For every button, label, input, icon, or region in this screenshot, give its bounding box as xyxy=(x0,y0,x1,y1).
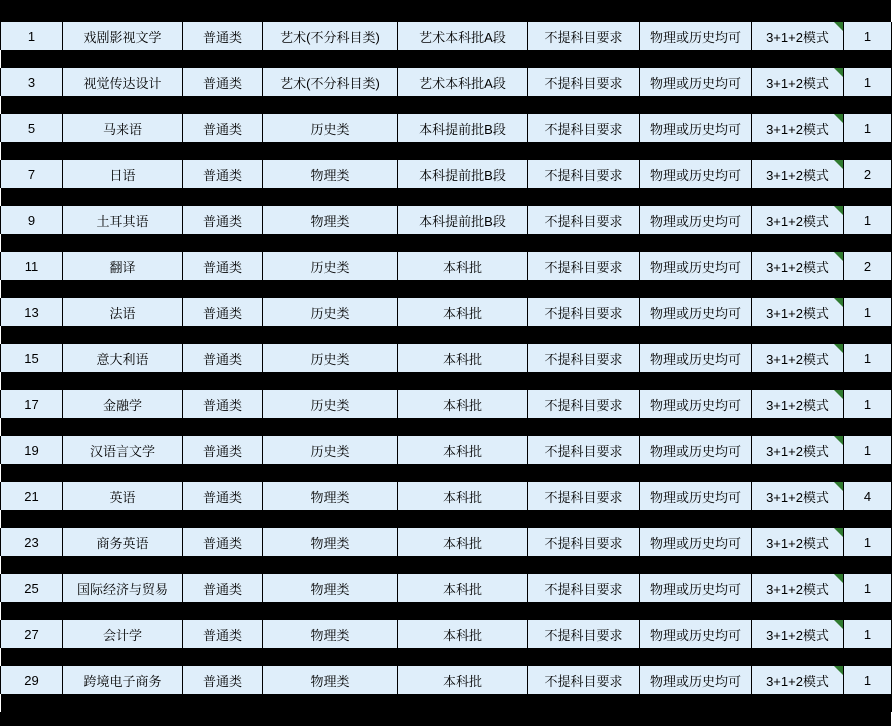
table-row[interactable] xyxy=(1,574,892,602)
table-row[interactable] xyxy=(1,160,892,188)
cell-requirement[interactable]: 不提科目要求 xyxy=(528,620,640,648)
row-separator-band xyxy=(1,556,892,574)
row-separator-cell xyxy=(1,234,892,252)
row-separator-band xyxy=(1,464,892,482)
cell-type[interactable]: 普通类 xyxy=(183,298,263,326)
cell-count[interactable]: 1 xyxy=(844,620,892,648)
row-separator-cell xyxy=(1,648,892,666)
cell-type[interactable]: 普通类 xyxy=(183,574,263,602)
row-separator-band xyxy=(1,372,892,390)
cell-major[interactable]: 意大利语 xyxy=(63,344,183,372)
cell-count[interactable]: 1 xyxy=(844,436,892,464)
cell-id[interactable]: 1 xyxy=(1,22,63,50)
cell-mode[interactable]: 3+1+2模式 xyxy=(752,528,844,556)
cell-mode[interactable]: 3+1+2模式 xyxy=(752,68,844,96)
cell-batch[interactable]: 艺术本科批A段 xyxy=(398,22,528,50)
row-separator-cell xyxy=(1,142,892,160)
cell-major[interactable]: 戏剧影视文学 xyxy=(63,22,183,50)
cell-major[interactable]: 汉语言文学 xyxy=(63,436,183,464)
cell-mode[interactable]: 3+1+2模式 xyxy=(752,620,844,648)
cell-subject[interactable]: 物理或历史均可 xyxy=(640,390,752,418)
cell-id[interactable]: 13 xyxy=(1,298,63,326)
cell-count[interactable]: 4 xyxy=(844,482,892,510)
cell-type[interactable]: 普通类 xyxy=(183,252,263,280)
cell-count[interactable]: 1 xyxy=(844,114,892,142)
cell-id[interactable]: 25 xyxy=(1,574,63,602)
cell-batch[interactable]: 本科批 xyxy=(398,574,528,602)
cell-batch[interactable]: 本科批 xyxy=(398,252,528,280)
table-row[interactable] xyxy=(1,436,892,464)
cell-batch[interactable]: 本科批 xyxy=(398,390,528,418)
cell-category[interactable]: 艺术(不分科目类) xyxy=(263,68,398,96)
row-separator-band xyxy=(1,142,892,160)
cell-mode[interactable]: 3+1+2模式 xyxy=(752,252,844,280)
cell-requirement[interactable]: 不提科目要求 xyxy=(528,666,640,694)
cell-subject[interactable]: 物理或历史均可 xyxy=(640,252,752,280)
table-row[interactable] xyxy=(1,482,892,510)
cell-type[interactable]: 普通类 xyxy=(183,344,263,372)
cell-category[interactable]: 物理类 xyxy=(263,666,398,694)
cell-batch[interactable]: 本科批 xyxy=(398,620,528,648)
cell-subject[interactable]: 物理或历史均可 xyxy=(640,436,752,464)
row-separator-cell xyxy=(1,556,892,574)
cell-major[interactable]: 日语 xyxy=(63,160,183,188)
cell-mode[interactable]: 3+1+2模式 xyxy=(752,114,844,142)
cell-id[interactable]: 29 xyxy=(1,666,63,694)
cell-subject[interactable]: 物理或历史均可 xyxy=(640,482,752,510)
cell-subject[interactable]: 物理或历史均可 xyxy=(640,160,752,188)
cell-requirement[interactable]: 不提科目要求 xyxy=(528,206,640,234)
cell-requirement[interactable]: 不提科目要求 xyxy=(528,390,640,418)
cell-count[interactable]: 1 xyxy=(844,528,892,556)
table-row[interactable] xyxy=(1,666,892,694)
cell-requirement[interactable]: 不提科目要求 xyxy=(528,482,640,510)
cell-major[interactable]: 法语 xyxy=(63,298,183,326)
row-separator-band xyxy=(1,96,892,114)
cell-batch[interactable]: 本科提前批B段 xyxy=(398,206,528,234)
cell-id[interactable]: 17 xyxy=(1,390,63,418)
cell-requirement[interactable]: 不提科目要求 xyxy=(528,298,640,326)
cell-category[interactable]: 物理类 xyxy=(263,528,398,556)
table-row[interactable] xyxy=(1,114,892,142)
cell-id[interactable]: 23 xyxy=(1,528,63,556)
cell-mode[interactable]: 3+1+2模式 xyxy=(752,574,844,602)
cell-count[interactable]: 1 xyxy=(844,206,892,234)
cell-major[interactable]: 会计学 xyxy=(63,620,183,648)
cell-count[interactable]: 1 xyxy=(844,390,892,418)
cell-category[interactable]: 历史类 xyxy=(263,436,398,464)
cell-batch[interactable]: 本科提前批B段 xyxy=(398,160,528,188)
cell-major[interactable]: 视觉传达设计 xyxy=(63,68,183,96)
row-separator-band xyxy=(1,510,892,528)
cell-type[interactable]: 普通类 xyxy=(183,114,263,142)
cell-requirement[interactable]: 不提科目要求 xyxy=(528,436,640,464)
cell-type[interactable]: 普通类 xyxy=(183,22,263,50)
cell-major[interactable]: 土耳其语 xyxy=(63,206,183,234)
cell-count[interactable]: 1 xyxy=(844,574,892,602)
row-separator-band xyxy=(1,234,892,252)
cell-count[interactable]: 1 xyxy=(844,666,892,694)
cell-mode[interactable]: 3+1+2模式 xyxy=(752,160,844,188)
cell-id[interactable]: 27 xyxy=(1,620,63,648)
cell-category[interactable]: 物理类 xyxy=(263,574,398,602)
cell-subject[interactable]: 物理或历史均可 xyxy=(640,298,752,326)
cell-count[interactable]: 1 xyxy=(844,298,892,326)
cell-mode[interactable]: 3+1+2模式 xyxy=(752,22,844,50)
cell-count[interactable]: 2 xyxy=(844,160,892,188)
cell-category[interactable]: 艺术(不分科目类) xyxy=(263,22,398,50)
cell-requirement[interactable]: 不提科目要求 xyxy=(528,68,640,96)
cell-batch[interactable]: 本科提前批B段 xyxy=(398,114,528,142)
cell-major[interactable]: 马来语 xyxy=(63,114,183,142)
cell-major[interactable]: 英语 xyxy=(63,482,183,510)
row-separator-band xyxy=(1,188,892,206)
row-separator-cell xyxy=(1,326,892,344)
row-separator-band xyxy=(1,694,892,712)
table-row[interactable] xyxy=(1,620,892,648)
row-separator-cell xyxy=(1,694,892,712)
cell-mode[interactable]: 3+1+2模式 xyxy=(752,298,844,326)
cell-subject[interactable]: 物理或历史均可 xyxy=(640,22,752,50)
cell-mode[interactable]: 3+1+2模式 xyxy=(752,344,844,372)
cell-major[interactable]: 国际经济与贸易 xyxy=(63,574,183,602)
cell-mode[interactable]: 3+1+2模式 xyxy=(752,666,844,694)
cell-type[interactable]: 普通类 xyxy=(183,436,263,464)
cell-type[interactable]: 普通类 xyxy=(183,528,263,556)
cell-batch[interactable]: 本科批 xyxy=(398,298,528,326)
cell-id[interactable]: 11 xyxy=(1,252,63,280)
cell-major[interactable]: 商务英语 xyxy=(63,528,183,556)
table-row[interactable] xyxy=(1,68,892,96)
cell-type[interactable]: 普通类 xyxy=(183,160,263,188)
cell-batch[interactable]: 本科批 xyxy=(398,482,528,510)
table-row[interactable] xyxy=(1,252,892,280)
cell-subject[interactable]: 物理或历史均可 xyxy=(640,574,752,602)
cell-requirement[interactable]: 不提科目要求 xyxy=(528,528,640,556)
cell-category[interactable]: 物理类 xyxy=(263,160,398,188)
cell-category[interactable]: 历史类 xyxy=(263,390,398,418)
cell-type[interactable]: 普通类 xyxy=(183,206,263,234)
cell-subject[interactable]: 物理或历史均可 xyxy=(640,114,752,142)
row-separator-cell xyxy=(1,50,892,68)
cell-category[interactable]: 历史类 xyxy=(263,298,398,326)
row-separator-band xyxy=(1,326,892,344)
cell-subject[interactable]: 物理或历史均可 xyxy=(640,344,752,372)
cell-requirement[interactable]: 不提科目要求 xyxy=(528,252,640,280)
cell-category[interactable]: 物理类 xyxy=(263,482,398,510)
row-separator-cell xyxy=(1,96,892,114)
cell-id[interactable]: 7 xyxy=(1,160,63,188)
cell-category[interactable]: 历史类 xyxy=(263,344,398,372)
cell-id[interactable]: 19 xyxy=(1,436,63,464)
cell-id[interactable]: 5 xyxy=(1,114,63,142)
row-separator-cell xyxy=(1,188,892,206)
cell-batch[interactable]: 艺术本科批A段 xyxy=(398,68,528,96)
cell-id[interactable]: 15 xyxy=(1,344,63,372)
cell-id[interactable]: 3 xyxy=(1,68,63,96)
cell-requirement[interactable]: 不提科目要求 xyxy=(528,114,640,142)
table-row[interactable] xyxy=(1,344,892,372)
cell-mode[interactable]: 3+1+2模式 xyxy=(752,206,844,234)
bottom-black-band xyxy=(0,712,891,726)
cell-category[interactable]: 物理类 xyxy=(263,620,398,648)
cell-type[interactable]: 普通类 xyxy=(183,68,263,96)
row-separator-cell xyxy=(1,418,892,436)
row-separator-cell xyxy=(1,602,892,620)
admission-plan-table xyxy=(0,22,892,712)
cell-subject[interactable]: 物理或历史均可 xyxy=(640,68,752,96)
cell-type[interactable]: 普通类 xyxy=(183,666,263,694)
cell-category[interactable]: 历史类 xyxy=(263,252,398,280)
cell-batch[interactable]: 本科批 xyxy=(398,666,528,694)
cell-count[interactable]: 1 xyxy=(844,68,892,96)
cell-mode[interactable]: 3+1+2模式 xyxy=(752,436,844,464)
table-row[interactable] xyxy=(1,206,892,234)
table-row[interactable] xyxy=(1,528,892,556)
table-row[interactable] xyxy=(1,390,892,418)
cell-count[interactable]: 1 xyxy=(844,22,892,50)
cell-major[interactable]: 跨境电子商务 xyxy=(63,666,183,694)
row-separator-cell xyxy=(1,372,892,390)
cell-category[interactable]: 历史类 xyxy=(263,114,398,142)
cell-requirement[interactable]: 不提科目要求 xyxy=(528,160,640,188)
row-separator-band xyxy=(1,50,892,68)
cell-requirement[interactable]: 不提科目要求 xyxy=(528,344,640,372)
cell-mode[interactable]: 3+1+2模式 xyxy=(752,482,844,510)
cell-type[interactable]: 普通类 xyxy=(183,482,263,510)
row-separator-band xyxy=(1,418,892,436)
cell-requirement[interactable]: 不提科目要求 xyxy=(528,22,640,50)
cell-subject[interactable]: 物理或历史均可 xyxy=(640,528,752,556)
cell-type[interactable]: 普通类 xyxy=(183,390,263,418)
cell-major[interactable]: 翻译 xyxy=(63,252,183,280)
row-separator-band xyxy=(1,602,892,620)
cell-id[interactable]: 21 xyxy=(1,482,63,510)
table-row[interactable] xyxy=(1,22,892,50)
cell-major[interactable]: 金融学 xyxy=(63,390,183,418)
cell-mode[interactable]: 3+1+2模式 xyxy=(752,390,844,418)
cell-subject[interactable]: 物理或历史均可 xyxy=(640,620,752,648)
cell-type[interactable]: 普通类 xyxy=(183,620,263,648)
cell-count[interactable]: 2 xyxy=(844,252,892,280)
cell-batch[interactable]: 本科批 xyxy=(398,344,528,372)
cell-requirement[interactable]: 不提科目要求 xyxy=(528,574,640,602)
row-separator-band xyxy=(1,280,892,298)
cell-id[interactable]: 9 xyxy=(1,206,63,234)
row-separator-cell xyxy=(1,280,892,298)
cell-subject[interactable]: 物理或历史均可 xyxy=(640,666,752,694)
cell-subject[interactable]: 物理或历史均可 xyxy=(640,206,752,234)
cell-category[interactable]: 物理类 xyxy=(263,206,398,234)
cell-batch[interactable]: 本科批 xyxy=(398,436,528,464)
row-separator-cell xyxy=(1,464,892,482)
cell-count[interactable]: 1 xyxy=(844,344,892,372)
row-separator-cell xyxy=(1,510,892,528)
row-separator-band xyxy=(1,648,892,666)
table-row[interactable] xyxy=(1,298,892,326)
cell-batch[interactable]: 本科批 xyxy=(398,528,528,556)
top-black-band xyxy=(0,0,891,22)
